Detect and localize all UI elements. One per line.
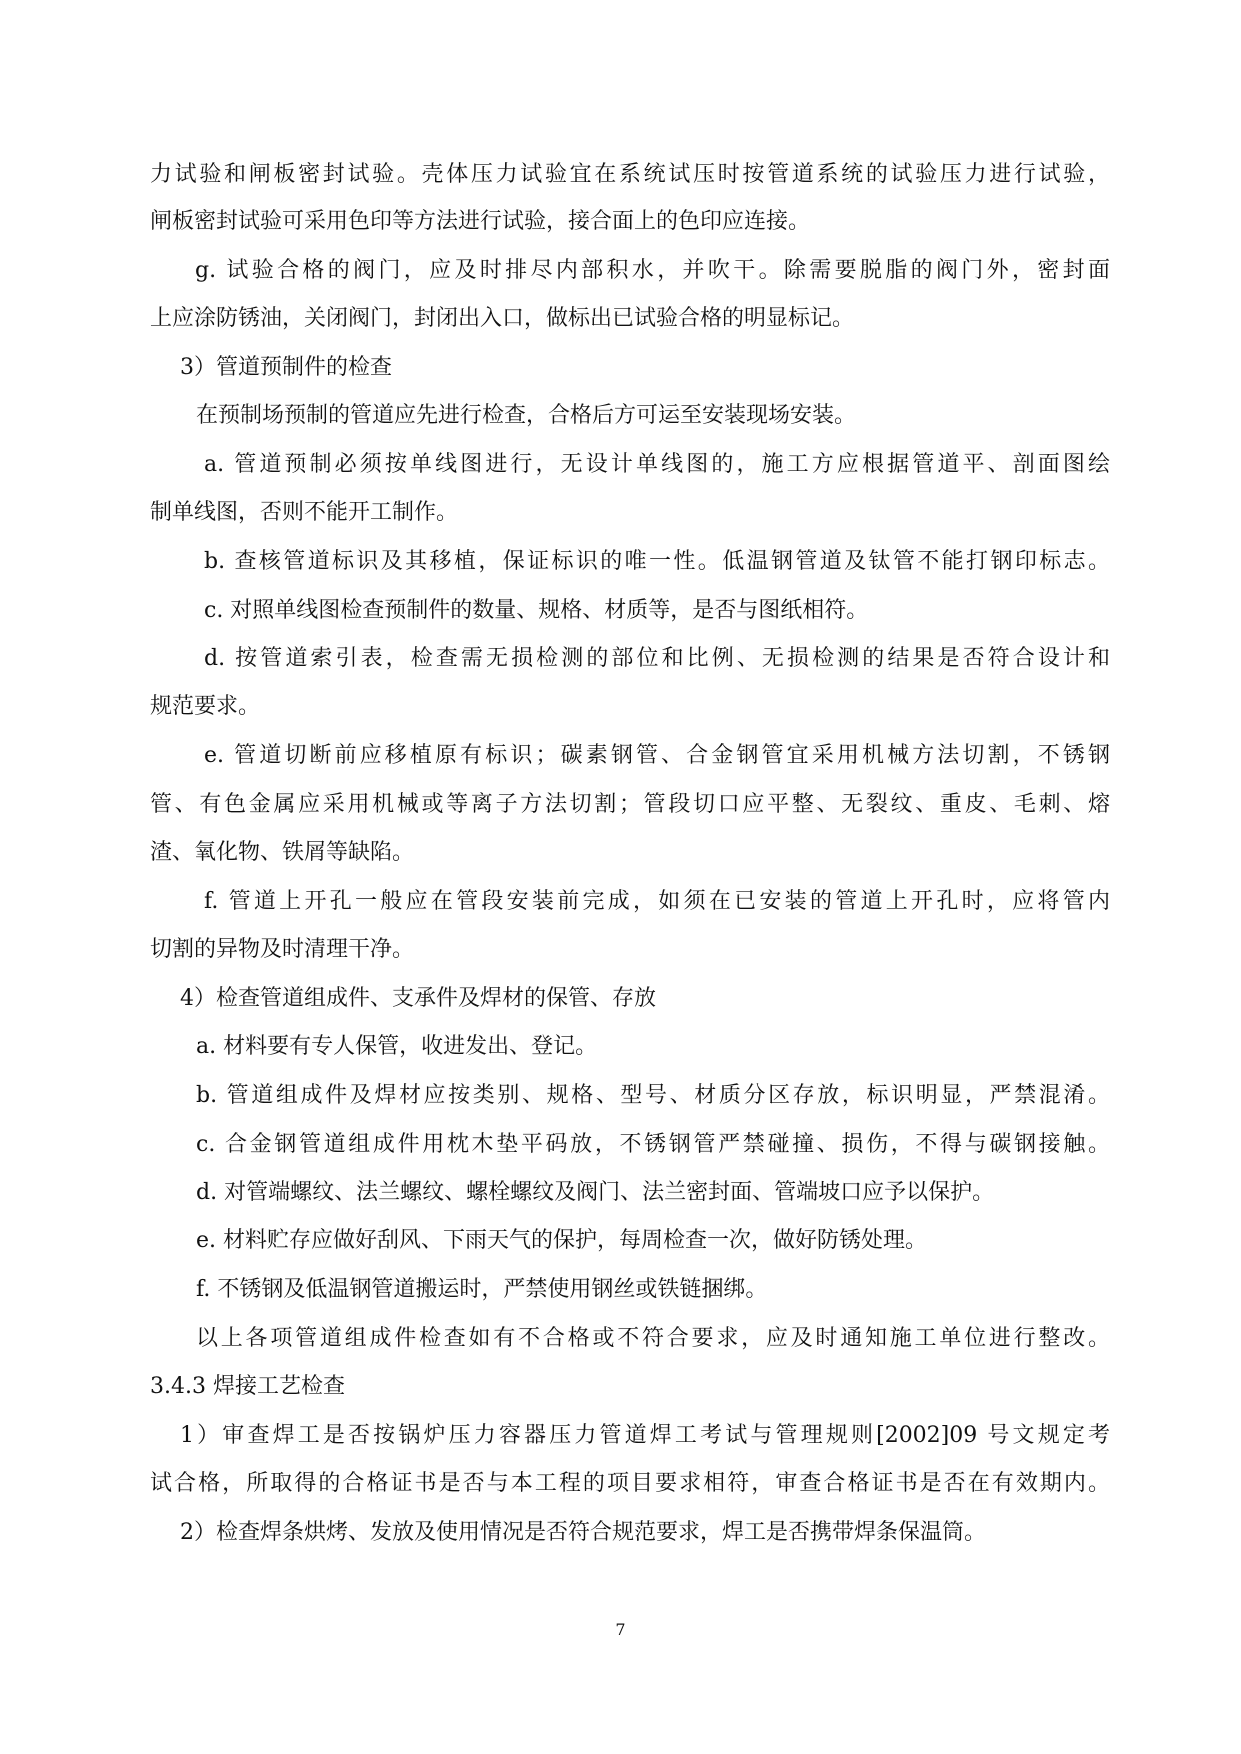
text-line: 以上各项管道组成件检查如有不合格或不符合要求，应及时通知施工单位进行整改。 [196,1326,1110,1351]
list-item: a. 材料要有专人保管，收进发出、登记。 [196,1034,598,1059]
text-line: 闸板密封试验可采用色印等方法进行试验，接合面上的色印应连接。 [150,209,811,234]
text-line: 制单线图，否则不能开工制作。 [150,500,459,525]
text-line: e. 管道切断前应移植原有标识；碳素钢管、合金钢管宜采用机械方法切割，不锈钢 [204,743,1110,768]
text-line: 力试验和闸板密封试验。壳体压力试验宜在系统试压时按管道系统的试验压力进行试验， [150,162,1110,187]
text-line: g. 试验合格的阀门，应及时排尽内部积水，并吹干。除需要脱脂的阀门外，密封面 [195,258,1110,283]
text-line: a. 管道预制必须按单线图进行，无设计单线图的，施工方应根据管道平、剖面图绘 [204,452,1110,477]
text-line: c. 对照单线图检查预制件的数量、规格、材质等，是否与图纸相符。 [204,598,869,623]
list-item: d. 对管端螺纹、法兰螺纹、螺栓螺纹及阀门、法兰密封面、管端坡口应予以保护。 [196,1180,995,1205]
text-line: 在预制场预制的管道应先进行检查，合格后方可运至安装现场安装。 [196,403,857,428]
text-line: 渣、氧化物、铁屑等缺陷。 [150,840,415,865]
text-line: 规范要求。 [150,694,261,719]
list-item: e. 材料贮存应做好刮风、下雨天气的保护，每周检查一次，做好防锈处理。 [196,1228,928,1253]
text-line: d. 按管道索引表，检查需无损检测的部位和比例、无损检测的结果是否符合设计和 [204,646,1110,671]
section-heading: 3）管道预制件的检查 [180,355,392,380]
section-heading: 3.4.3 焊接工艺检查 [150,1374,345,1399]
text-line: 试合格，所取得的合格证书是否与本工程的项目要求相符，审查合格证书是否在有效期内。 [150,1471,1110,1496]
list-item: c. 合金钢管道组成件用枕木垫平码放，不锈钢管严禁碰撞、损伤，不得与碳钢接触。 [196,1132,1110,1157]
text-line: 2）检查焊条烘烤、发放及使用情况是否符合规范要求，焊工是否携带焊条保温筒。 [180,1520,986,1545]
page-number: 7 [615,1620,626,1639]
text-line: f. 管道上开孔一般应在管段安装前完成，如须在已安装的管道上开孔时，应将管内 [204,889,1110,914]
text-line: b. 查核管道标识及其移植，保证标识的唯一性。低温钢管道及钛管不能打钢印标志。 [204,549,1110,574]
text-line: 1）审查焊工是否按锅炉压力容器压力管道焊工考试与管理规则[2002]09 号文规定考 [180,1423,1110,1448]
text-line: 上应涂防锈油，关闭阀门，封闭出入口，做标出已试验合格的明显标记。 [150,306,855,331]
list-item: f. 不锈钢及低温钢管道搬运时，严禁使用钢丝或铁链捆绑。 [196,1277,768,1302]
text-line: 管、有色金属应采用机械或等离子方法切割；管段切口应平整、无裂纹、重皮、毛刺、熔 [150,792,1110,817]
section-heading: 4）检查管道组成件、支承件及焊材的保管、存放 [180,986,656,1011]
text-line: 切割的异物及时清理干净。 [150,937,415,962]
list-item: b. 管道组成件及焊材应按类别、规格、型号、材质分区存放，标识明显，严禁混淆。 [196,1083,1110,1108]
